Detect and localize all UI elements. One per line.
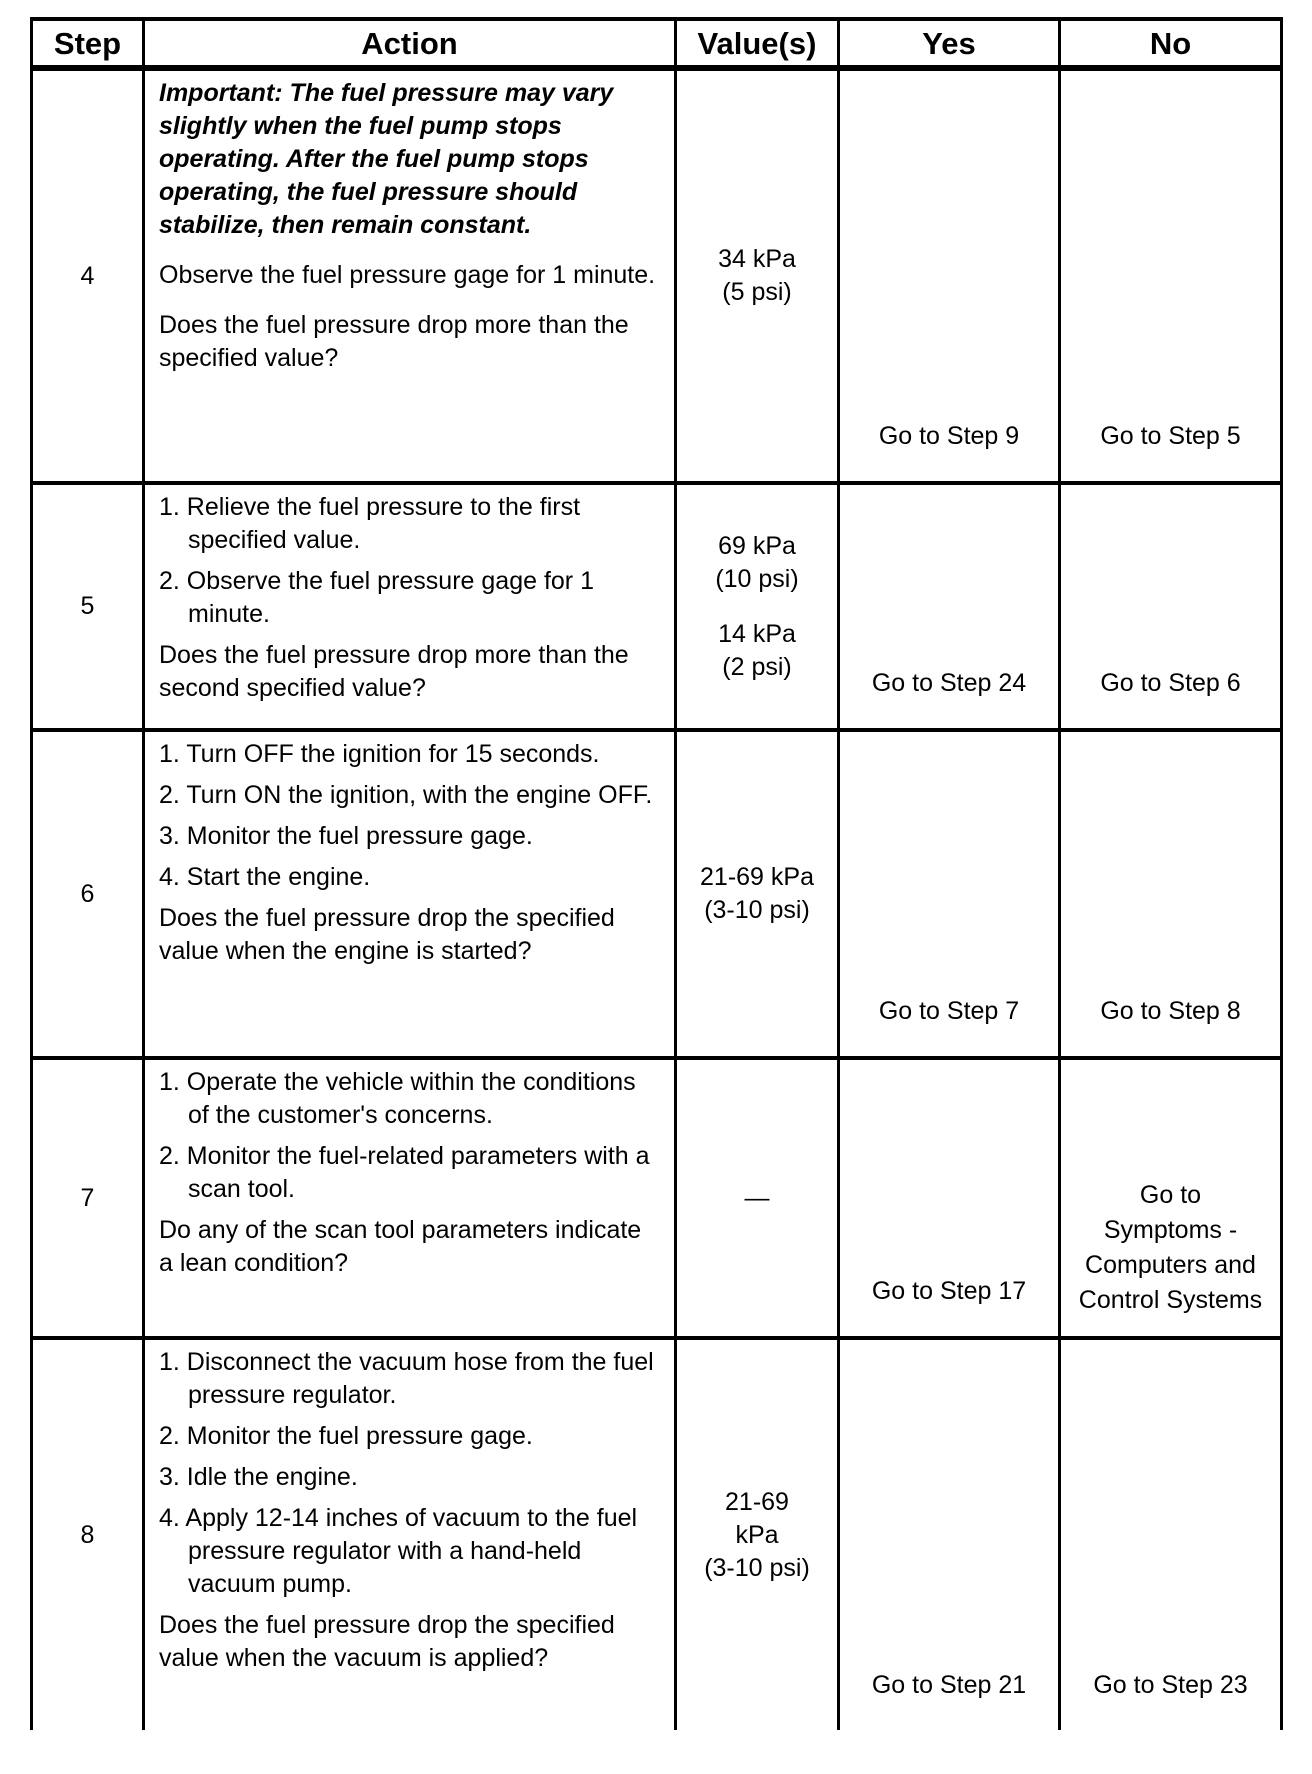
no-link-line: Go to [1139,1181,1202,1209]
table-row-step-8 [32,1338,1282,1730]
action-item: 1. Relieve the fuel pressure to the first specified value. [159,493,581,554]
table-row-step-5 [32,483,1282,730]
action-cell [144,730,676,1058]
action-item: 2. Monitor the fuel pressure gage. [159,1422,533,1450]
action-item: 4. Apply 12-14 inches of vacuum to the fuel pressure regulator with a hand-held vacuum pump. [159,1504,638,1598]
step-number: 7 [32,1058,144,1338]
no-link-line: Control Systems [1078,1286,1263,1314]
action-cell [144,68,676,483]
value-dash: — [744,1183,770,1212]
action-item: 3. Idle the engine. [159,1463,358,1491]
step-number: 5 [32,483,144,730]
table-row-step-6 [32,730,1282,1058]
value-line: (2 psi) [722,652,792,681]
diagnostic-table [30,17,1283,1730]
step-number: 8 [32,1338,144,1730]
value-line: 69 kPa [718,531,796,560]
action-item: 1. Disconnect the vacuum hose from the fuel pressure regulator. [159,1348,654,1409]
question: Does the fuel pressure drop the specified value when the vacuum is applied? [159,1611,615,1672]
value-line: 21-69 kPa [700,863,814,891]
question: Do any of the scan tool parameters indicate a lean condition? [159,1216,642,1277]
header-yes: Yes [839,19,1060,68]
action-item: 1. Turn OFF the ignition for 15 seconds. [159,740,600,768]
no-link[interactable]: Go to Step 23 [1060,1338,1282,1730]
value-cell [676,1338,839,1730]
yes-link[interactable]: Go to Step 21 [839,1338,1060,1730]
value-cell [676,483,839,730]
value-line: 14 kPa [718,619,796,648]
action-cell [144,1338,676,1730]
value-cell [676,68,839,483]
value-line: 21-69 [725,1487,789,1516]
step-number: 4 [32,68,144,483]
header-step: Step [32,19,144,68]
action-item: 4. Start the engine. [159,863,371,891]
action-item: 2. Monitor the fuel-related parameters with a scan tool. [159,1142,650,1203]
no-link[interactable]: Go to Step 6 [1060,483,1282,730]
yes-link[interactable]: Go to Step 7 [839,730,1060,1058]
value-cell [676,1058,839,1338]
action-item: 2. Turn ON the ignition, with the engine OFF. [159,781,653,809]
value-line: (3-10 psi) [704,896,810,924]
table-row-step-7 [32,1058,1282,1338]
action-item: 1. Operate the vehicle within the conditions of the customer's concerns. [159,1068,636,1129]
action-item: 2. Observe the fuel pressure gage for 1 minute. [159,567,594,628]
question: Does the fuel pressure drop more than the specified value? [159,311,629,372]
no-link-line: Symptoms - [1103,1216,1238,1244]
yes-link[interactable]: Go to Step 17 [839,1058,1060,1338]
action-item: 3. Monitor the fuel pressure gage. [159,822,533,850]
header-no: No [1060,19,1282,68]
header-row [32,19,1282,68]
question: Does the fuel pressure drop more than the second specified value? [159,641,629,702]
value-line: kPa [735,1520,779,1549]
yes-link[interactable]: Go to Step 9 [839,68,1060,483]
no-link[interactable]: Go to Step 5 [1060,68,1282,483]
value-line: (5 psi) [722,278,792,306]
no-link-line: Computers and [1085,1251,1256,1279]
yes-link[interactable]: Go to Step 24 [839,483,1060,730]
value-line: 34 kPa [718,245,796,273]
value-cell [676,730,839,1058]
question: Does the fuel pressure drop the specified value when the engine is started? [159,904,615,965]
no-link[interactable] [1060,1058,1282,1338]
value-line: (10 psi) [715,564,799,593]
action-cell [144,483,676,730]
instruction: Observe the fuel pressure gage for 1 minute. [159,261,656,289]
no-link[interactable]: Go to Step 8 [1060,730,1282,1058]
table-row-step-4 [32,68,1282,483]
value-line: (3-10 psi) [704,1553,810,1582]
header-action: Action [144,19,676,68]
header-values: Value(s) [676,19,839,68]
step-number: 6 [32,730,144,1058]
action-cell [144,1058,676,1338]
important-note: Important: The fuel pressure may vary slightly when the fuel pump stops operating. After the fuel pump stops operating, the fuel pressure should stabilize, then remain constant. [159,79,614,239]
